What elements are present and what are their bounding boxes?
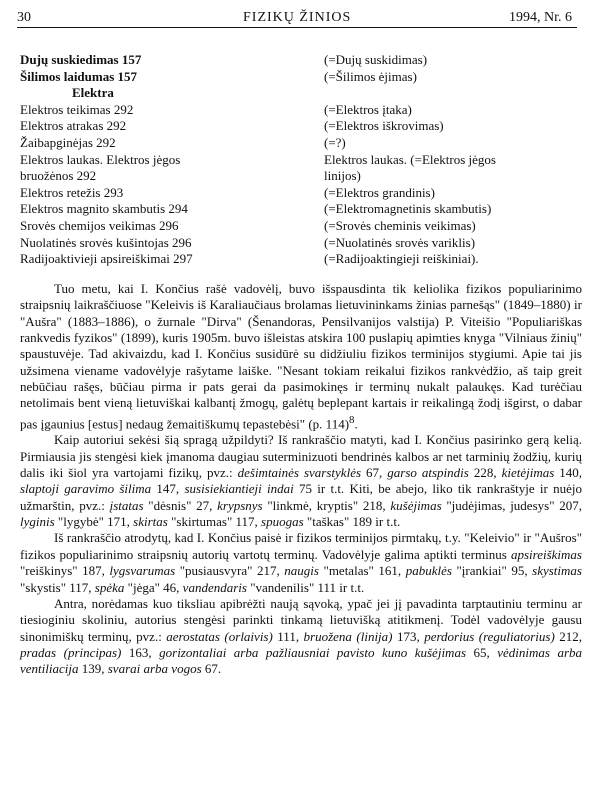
italic-term: svarai arba vogos (107, 661, 202, 677)
term-row (20, 135, 580, 152)
term-row (20, 69, 580, 86)
text-run: 75 ir t.t. Kiti, be abejo, liko tik rankraštyje ir nuėjo užmarštin, pvz.: (20, 481, 582, 513)
text-run: "skystis" 117, (20, 579, 95, 595)
text-run: Iš rankraščio atrodytų, kad I. Končius paisė ir fizikos terminijos pirmtakų, t.y. "Keleivio" ir "Aušros" fizikos populiarinimo straipsnių autorių vartotų terminų. Vadovėlyje galima aptikti terminus (20, 530, 582, 562)
text-run: "taškas" 189 ir t.t. (303, 514, 401, 530)
term-row (20, 85, 580, 102)
italic-term: susisiekiantieji indai (184, 481, 294, 497)
term-row (20, 201, 580, 218)
italic-term: aerostatas (orlaivis) (166, 628, 273, 644)
term-old: Nuolatinės srovės kušintojas 296 (20, 234, 192, 250)
paragraph (20, 530, 582, 595)
text-run: 67, (361, 465, 388, 481)
term-modern: (=?) (324, 134, 346, 150)
body-text (20, 281, 582, 678)
text-run: "įrankiai" 95, (451, 563, 533, 579)
italic-term: naugis (284, 563, 319, 579)
paragraph (20, 596, 582, 678)
italic-term: pradas (principas) (20, 644, 122, 660)
term-row (20, 235, 580, 252)
header-rule (17, 27, 577, 28)
term-modern: linijos) (324, 168, 361, 184)
text-run: "vandenilis" 111 ir t.t. (246, 579, 365, 595)
term-modern: (=Elektros grandinis) (324, 184, 435, 200)
paragraph (20, 281, 582, 432)
italic-term: kušėjimas (390, 497, 442, 513)
italic-term: lygsvarumas (109, 563, 176, 579)
term-modern: (=Elektros įtaka) (324, 101, 412, 117)
term-old: Elektros retežis 293 (20, 184, 124, 200)
text-run: 173, (392, 628, 425, 644)
term-modern: (=Dujų suskidimas) (324, 52, 428, 67)
text-run: 212, (554, 628, 583, 644)
term-row (20, 168, 580, 185)
italic-term: spuogas (261, 514, 304, 530)
text-run: 147, (151, 481, 185, 497)
term-old: Elektros teikimas 292 (20, 101, 134, 117)
term-modern: (=Elektromagnetinis skambutis) (324, 201, 492, 217)
italic-term: dešimtainės svarstyklės (237, 465, 362, 481)
text-run: 163, (121, 644, 160, 660)
text-run: "reiškinys" 187, (20, 563, 110, 579)
italic-term: apsireiškimas (510, 546, 582, 562)
term-modern: (=Radijoaktingieji reiškiniai). (324, 251, 479, 267)
term-old: Žaibapginėjas 292 (20, 134, 116, 150)
text-run: . (354, 416, 358, 432)
term-row (20, 218, 580, 235)
text-run: "pusiausvyra" 217, (175, 563, 285, 579)
term-old: Srovės chemijos veikimas 296 (20, 217, 179, 233)
text-run: "judėjimas, judesys" 207, (441, 497, 582, 513)
italic-term: bruožena (linija) (303, 628, 393, 644)
term-row (20, 118, 580, 135)
term-modern: (=Elektros iškrovimas) (324, 118, 444, 134)
term-row (20, 251, 580, 268)
text-run: Antra, norėdamas kuo tiksliau apibrėžti naują sąvoką, ypač jei jį pavadinta tarptautiniu terminu ar tiesioginiu skoliniu, autorius stengėsi parinkti tinkamą lietuvišką atitikmenį. Todėl vadovėlyje gausu sinonimiškų terminų, pvz.: (20, 595, 582, 644)
term-list (20, 52, 580, 268)
text-run: "dėsnis" 27, (143, 497, 218, 513)
italic-term: lyginis (20, 514, 55, 530)
italic-term: skystimas (532, 563, 582, 579)
text-run: 65, (466, 644, 498, 660)
text-run: 111, (272, 628, 304, 644)
text-run: 228, (468, 465, 502, 481)
italic-term: garso atspindis (387, 465, 469, 481)
italic-term: įstatas (109, 497, 144, 513)
term-modern: Elektros laukas. (=Elektros jėgos (324, 151, 496, 167)
italic-term: spėka (94, 579, 125, 595)
text-run: "metalas" 161, (318, 563, 406, 579)
paragraph (20, 432, 582, 530)
text-run: 67. (201, 661, 222, 677)
italic-term: vėdinimas arba ventiliacija (20, 644, 583, 677)
italic-term: perdorius (reguliatorius) (424, 628, 555, 644)
journal-title: FIZIKŲ ŽINIOS (243, 10, 352, 25)
term-old: Radijoaktivieji apsireiškimai 297 (20, 251, 193, 267)
text-run: Kaip autoriui sekėsi šią spragą užpildyti? Iš rankraščio matyti, kad I. Končius pasirinko gerą kelią. Pirmiausia jis stengėsi kiek įmanoma daugiau suterminizuoti bendrinės kalbos ar net tarminių žodžių, kurių dalis iki šiol yra vartojami fizikų, pvz.: (20, 432, 582, 481)
italic-term: kietėjimas (501, 465, 555, 481)
issue-label: 1994, Nr. 6 (509, 10, 572, 25)
term-old: Elektros atrakas 292 (20, 118, 127, 134)
text-run: "jėga" 46, (124, 579, 183, 595)
term-modern: (=Srovės cheminis veikimas) (324, 217, 476, 233)
text-run: 139, (78, 661, 108, 677)
italic-term: pabuklės (405, 563, 452, 579)
term-modern: (=Nuolatinės srovės variklis) (324, 234, 476, 250)
italic-term: vandendaris (182, 579, 247, 595)
text-run: "lygybė" 171, (54, 514, 134, 530)
term-old: Elektra (72, 85, 114, 101)
italic-term: skirtas (133, 514, 168, 530)
term-old: Šilimos laidumas 157 (20, 68, 138, 84)
text-run: 8 (349, 413, 355, 426)
term-row (20, 152, 580, 169)
term-old: Elektros laukas. Elektros jėgos (20, 151, 181, 167)
italic-term: gorizontaliai arba pažliausniai pavisto kuno kušėjimas (159, 644, 466, 660)
text-run: "skirtumas" 117, (167, 514, 262, 530)
term-row (20, 185, 580, 202)
italic-term: krypsnys (217, 497, 263, 513)
term-old: Dujų suskiedimas 157 (20, 52, 142, 67)
italic-term: slaptoji garavimo šilima (20, 481, 152, 497)
text-run: "linkmė, kryptis" 218, (262, 497, 391, 513)
text-run: Tuo metu, kai I. Končius rašė vadovėlį, buvo išspausdinta tik keliolika fizikos populiarinimo straipsnių laikraščiuose "Keleivis iš Karaliaučiaus brolamas lietuvininkams žinias parnešąs" (1849–1880) ir "Aušra" (1883–1886), o žurnale "Dirva" (Šenandoras, Pensilvanijos valstija) P. Viteišio "Populiariškas rankvedis fyzikos" (1899), kuris 1905m. buvo išleistas atskira 100 puslapių apimties knyga "Vilniaus žinių" spaustuvėje. Tad akivaizdu, kad I. Končius susidūrė su didžiuliu fizikos terminijos stygiumi. Apie tai jis užsimena viename vadovėlyje rašytame laiške. "Nesant tokiam reikalui fizikos rankvėdžio, aš taip greit nebūčiau rašęs, būčiau pirma ir pats gerai da pasimokinęs ir terminų nukalt palaukęs. Kad turėčiau netolimais bent vieną lietuviškai kalbantį žmogų, galėtų beplepant kartais ir reikalingą žodį išgirst, o dabar pas įgaunius [estus] nedaug žemaitiškumų tepastebėsi" (p. 114) (20, 281, 582, 432)
term-row (20, 52, 580, 69)
term-old: Elektros magnito skambutis 294 (20, 201, 188, 217)
text-run: 140, (554, 465, 583, 481)
term-old: bruožėnos 292 (20, 168, 97, 184)
term-modern: (=Šilimos ėjimas) (324, 68, 417, 84)
page-number: 30 (17, 10, 31, 25)
term-row (20, 102, 580, 119)
